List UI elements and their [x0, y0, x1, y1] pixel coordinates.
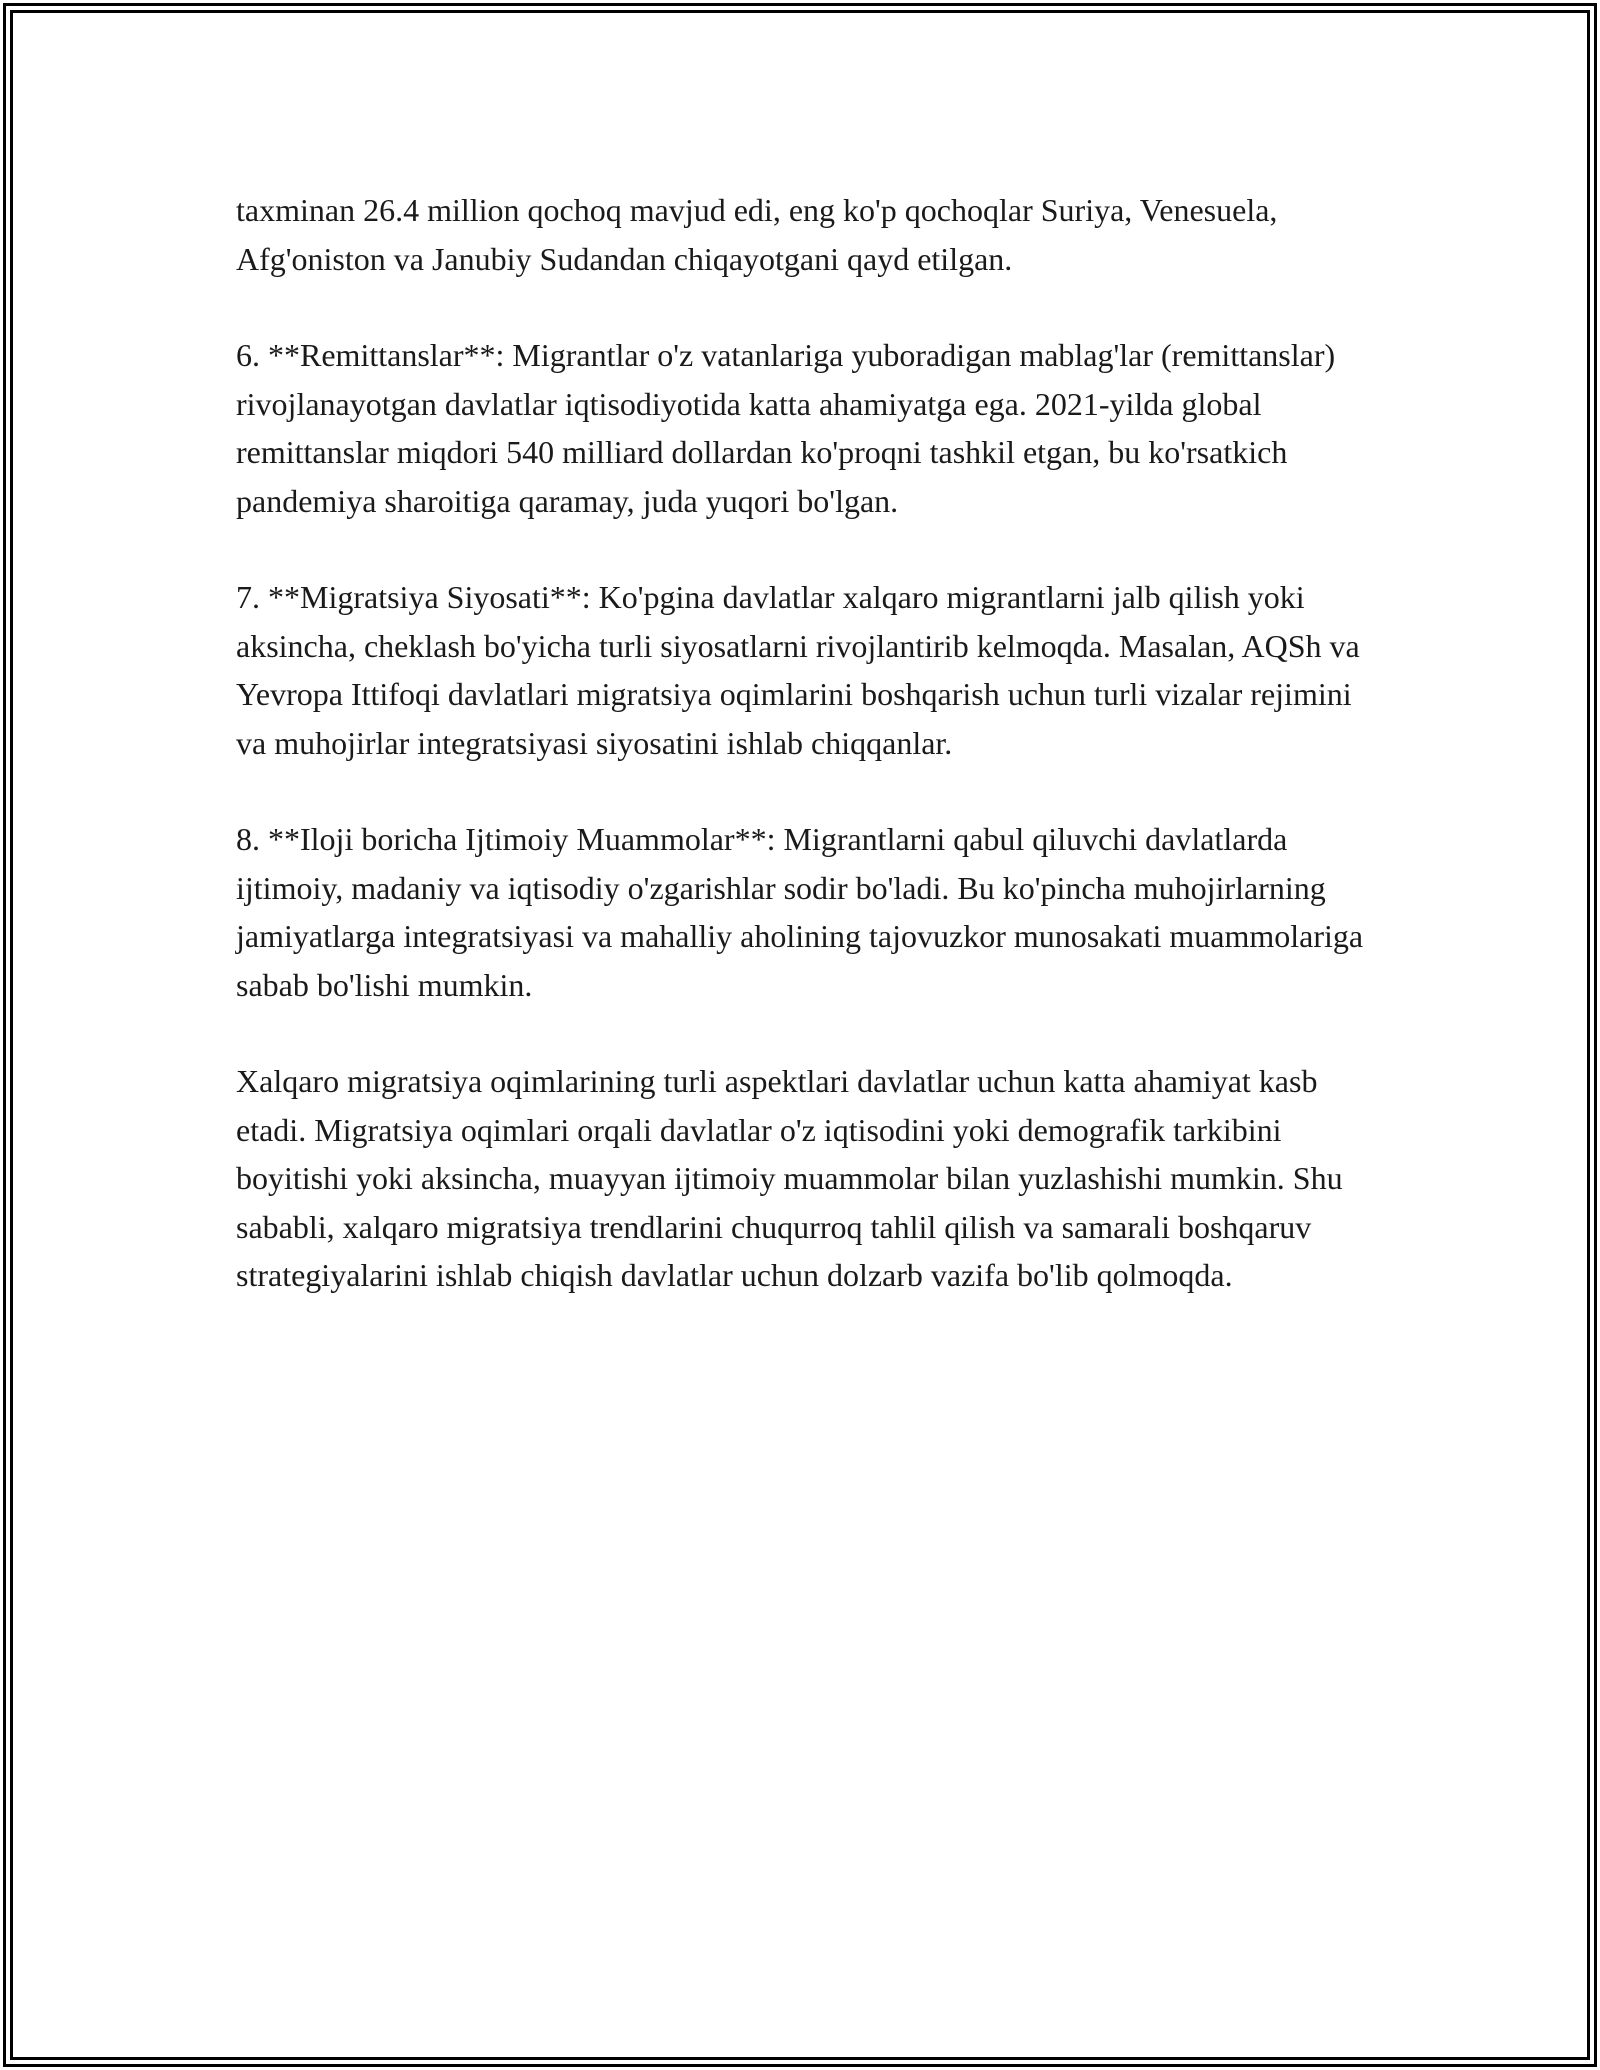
paragraph-social-problems: 8. **Iloji boricha Ijtimoiy Muammolar**: Migrantlarni qabul qiluvchi davlatlarda ijtimoiy, madaniy va iqtisodiy o'zgarishlar sodir bo'ladi. Bu ko'pincha muhojirlarning jamiyatlarga integratsiyasi va mahalliy aholining tajovuzkor munosakati muammolariga sabab bo'lishi mumkin.	[236, 821, 1364, 1003]
paragraph-migration-policy: 7. **Migratsiya Siyosati**: Ko'pgina davlatlar xalqaro migrantlarni jalb qilish yoki aksincha, cheklash bo'yicha turli siyosatlarni rivojlantirib kelmoqda. Masalan, AQSh va Yevropa Ittifoqi davlatlari migratsiya oqimlarini boshqarish uchun turli vizalar rejimini va muhojirlar integratsiyasi siyosatini ishlab chiqqanlar.	[236, 579, 1360, 761]
paragraph-remittances: 6. **Remittanslar**: Migrantlar o'z vatanlariga yuboradigan mablag'lar (remittanslar) rivojlanayotgan davlatlar iqtisodiyotida katta ahamiyatga ega. 2021-yilda global remittanslar miqdori 540 milliard dollardan ko'proqni tashkil etgan, bu ko'rsatkich pandemiya sharoitiga qaramay, juda yuqori bo'lgan.	[236, 337, 1336, 519]
paragraph-refugees-continuation: taxminan 26.4 million qochoq mavjud edi, eng ko'p qochoqlar Suriya, Venesuela, Afg'oniston va Janubiy Sudandan chiqayotgani qayd etilgan.	[236, 192, 1278, 277]
paragraph-conclusion: Xalqaro migratsiya oqimlarining turli aspektlari davlatlar uchun katta ahamiyat kasb etadi. Migratsiya oqimlari orqali davlatlar o'z iqtisodini yoki demografik tarkibini boyitishi yoki aksincha, muayyan ijtimoiy muammolar bilan yuzlashishi mumkin. Shu sababli, xalqaro migratsiya trendlarini chuqurroq tahlil qilish va samarali boshqaruv strategiyalarini ishlab chiqish davlatlar uchun dolzarb vazifa bo'lib qolmoqda.	[236, 1063, 1343, 1293]
document-body	[236, 186, 1376, 1348]
